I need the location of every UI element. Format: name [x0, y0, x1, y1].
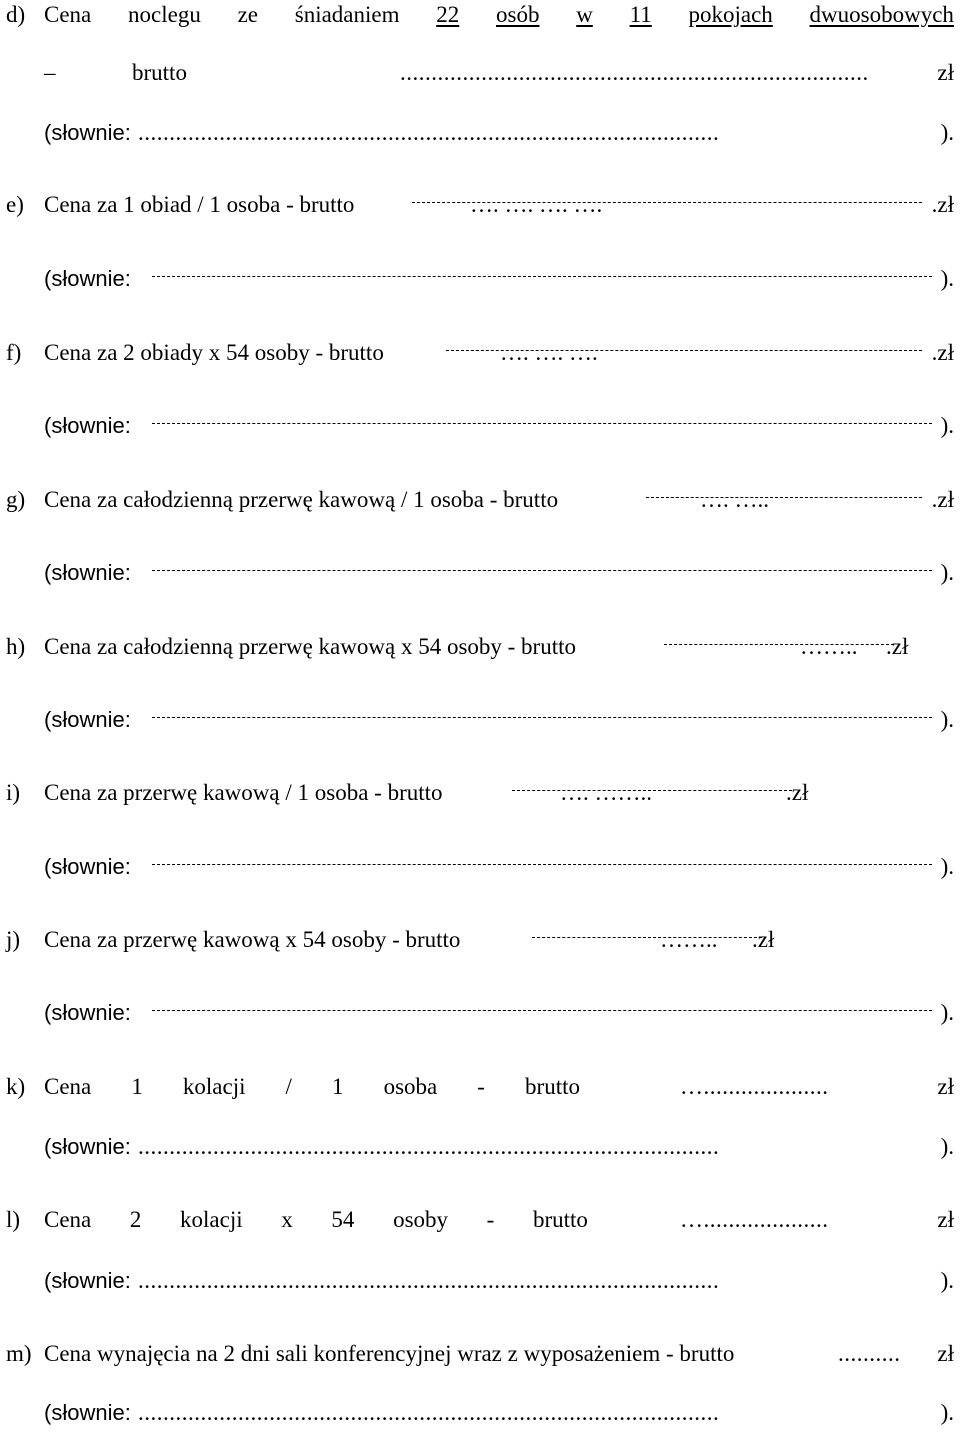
item-f-fill-dots: …. …. ….: [500, 340, 598, 365]
item-h-fill-dots: ……..: [800, 634, 858, 659]
item-d-word: 22: [436, 2, 460, 27]
item-e-slownie-line: [0, 264, 960, 298]
item-j-currency: .zł: [752, 927, 775, 952]
item-l-slownie-field[interactable]: .............................................................................................: [138, 1268, 720, 1293]
item-h-marker: h): [6, 634, 26, 659]
item-d-brutto-label: brutto: [132, 60, 187, 85]
item-d-price-line: [0, 58, 960, 92]
item-k-word: kolacji: [182, 1074, 246, 1099]
item-d-marker: d): [6, 2, 26, 27]
item-m-marker: m): [6, 1341, 32, 1366]
item-i-currency: .zł: [786, 780, 809, 805]
item-i-price-field[interactable]: [512, 790, 792, 791]
item-e-slownie-end: ).: [940, 266, 954, 291]
item-k-slownie-end: ).: [940, 1134, 954, 1159]
item-m-price-field[interactable]: ..........: [838, 1341, 901, 1366]
item-h-slownie-label: (słownie:: [44, 707, 131, 732]
item-f-currency: .zł: [931, 340, 954, 365]
item-k-word: 1: [131, 1074, 143, 1099]
item-d-line: [0, 0, 960, 34]
item-l-word: x: [281, 1207, 293, 1232]
item-e-slownie-label: (słownie:: [44, 266, 131, 291]
item-i-marker: i): [6, 780, 21, 805]
item-l-word: kolacji: [180, 1207, 243, 1232]
item-f-marker: f): [6, 340, 22, 365]
item-g-price-field[interactable]: [646, 497, 922, 498]
item-l-word: osoby: [393, 1207, 449, 1232]
item-i-slownie-field[interactable]: [152, 864, 932, 865]
item-g-currency: .zł: [931, 487, 954, 512]
item-h-price-field[interactable]: [664, 644, 894, 645]
item-d-text: [44, 0, 954, 30]
item-h-currency: .zł: [886, 634, 909, 659]
item-k-word: /: [285, 1074, 292, 1099]
item-k-price-field[interactable]: …....................: [680, 1074, 829, 1099]
item-h-line: [0, 632, 960, 666]
item-d-slownie-label: (słownie:: [44, 120, 131, 145]
item-j-fill-dots: ……..: [660, 927, 718, 952]
item-d-currency: zł: [937, 60, 954, 85]
item-j-slownie-label: (słownie:: [44, 1000, 131, 1025]
item-l-slownie-end: ).: [940, 1268, 954, 1293]
item-d-word: pokojach: [688, 2, 773, 27]
item-j-line: [0, 925, 960, 959]
item-m-line: [0, 1339, 960, 1373]
item-d-word: dwuosobowych: [809, 2, 954, 27]
item-m-text: Cena wynajęcia na 2 dni sali konferencyjnej wraz z wyposażeniem - brutto: [44, 1341, 735, 1366]
item-k-text: [44, 1072, 580, 1102]
item-l-word: 54: [331, 1207, 355, 1232]
item-k-word: 1: [332, 1074, 344, 1099]
item-g-text: Cena za całodzienną przerwę kawową / 1 osoba - brutto: [44, 487, 559, 512]
item-k-word: Cena: [44, 1074, 92, 1099]
item-m-currency: zł: [937, 1341, 954, 1366]
item-d-slownie-line: [0, 118, 960, 152]
item-k-currency: zł: [937, 1074, 954, 1099]
item-k-slownie-line: [0, 1132, 960, 1166]
item-j-marker: j): [6, 927, 21, 952]
item-h-slownie-end: ).: [940, 707, 954, 732]
item-l-price-field[interactable]: …....................: [680, 1207, 829, 1232]
item-i-slownie-end: ).: [940, 854, 954, 879]
item-g-slownie-end: ).: [940, 560, 954, 585]
item-l-slownie-line: [0, 1266, 960, 1300]
item-j-slownie-line: [0, 998, 960, 1032]
item-f-text: Cena za 2 obiady x 54 osoby - brutto: [44, 340, 384, 365]
item-e-marker: e): [6, 192, 24, 217]
item-k-slownie-label: (słownie:: [44, 1134, 131, 1159]
item-k-word: brutto: [525, 1074, 580, 1099]
item-l-word: 2: [129, 1207, 142, 1232]
item-k-word: -: [477, 1074, 485, 1099]
item-m-slownie-field[interactable]: .............................................................................................: [138, 1400, 720, 1425]
item-m-slownie-line: [0, 1398, 960, 1432]
item-k-marker: k): [6, 1074, 26, 1099]
item-d-slownie-end: ).: [940, 120, 954, 145]
item-l-text: [44, 1205, 588, 1235]
item-l-line: [0, 1205, 960, 1239]
item-d-word: 11: [629, 2, 652, 27]
item-k-line: [0, 1072, 960, 1106]
item-e-currency: .zł: [931, 192, 954, 217]
item-l-word: Cena: [44, 1207, 92, 1232]
item-l-slownie-label: (słownie:: [44, 1268, 131, 1293]
item-d-word: osób: [496, 2, 540, 27]
item-d-slownie-field[interactable]: .............................................................................................: [138, 120, 720, 145]
item-e-slownie-field[interactable]: [152, 276, 932, 277]
item-g-slownie-line: [0, 558, 960, 592]
item-d-word: Cena: [44, 2, 92, 27]
item-i-slownie-label: (słownie:: [44, 854, 131, 879]
item-k-slownie-field[interactable]: .............................................................................................: [138, 1134, 720, 1159]
item-f-slownie-field[interactable]: [152, 423, 932, 424]
item-g-line: [0, 485, 960, 519]
item-d-word: ze: [237, 2, 258, 27]
item-l-word: brutto: [532, 1207, 588, 1232]
item-h-slownie-field[interactable]: [152, 717, 932, 718]
item-e-fill-dots: …. …. …. ….: [470, 192, 603, 217]
item-g-slownie-field[interactable]: [152, 570, 932, 571]
item-i-fill-dots: …. ……..: [560, 780, 652, 805]
item-l-currency: zł: [937, 1207, 954, 1232]
item-d-word: noclegu: [128, 2, 201, 27]
item-j-text: Cena za przerwę kawową x 54 osoby - brutto: [44, 927, 461, 952]
item-i-line: [0, 778, 960, 812]
item-g-slownie-label: (słownie:: [44, 560, 131, 585]
item-l-word: -: [486, 1207, 495, 1232]
item-j-slownie-field[interactable]: [152, 1010, 932, 1011]
item-m-slownie-label: (słownie:: [44, 1400, 131, 1425]
item-k-word: osoba: [383, 1074, 438, 1099]
item-i-slownie-line: [0, 852, 960, 886]
item-h-text: Cena za całodzienną przerwę kawową x 54 osoby - brutto: [44, 634, 576, 659]
item-d-word: w: [576, 2, 593, 27]
item-f-slownie-label: (słownie:: [44, 413, 131, 438]
item-e-line: [0, 190, 960, 224]
item-l-marker: l): [6, 1207, 21, 1232]
item-d-dash: –: [44, 60, 56, 85]
item-f-line: [0, 338, 960, 372]
item-g-marker: g): [6, 487, 26, 512]
item-m-slownie-end: ).: [940, 1400, 954, 1425]
item-i-text: Cena za przerwę kawową / 1 osoba - brutto: [44, 780, 443, 805]
item-d-word: śniadaniem: [294, 2, 400, 27]
item-e-text: Cena za 1 obiad / 1 osoba - brutto: [44, 192, 355, 217]
item-f-slownie-end: ).: [940, 413, 954, 438]
item-g-fill-dots: …. …..: [700, 487, 769, 512]
item-j-slownie-end: ).: [940, 1000, 954, 1025]
item-j-price-field[interactable]: [532, 937, 762, 938]
item-d-price-field[interactable]: ...........................................................................: [400, 60, 869, 85]
item-f-slownie-line: [0, 411, 960, 445]
item-h-slownie-line: [0, 705, 960, 739]
